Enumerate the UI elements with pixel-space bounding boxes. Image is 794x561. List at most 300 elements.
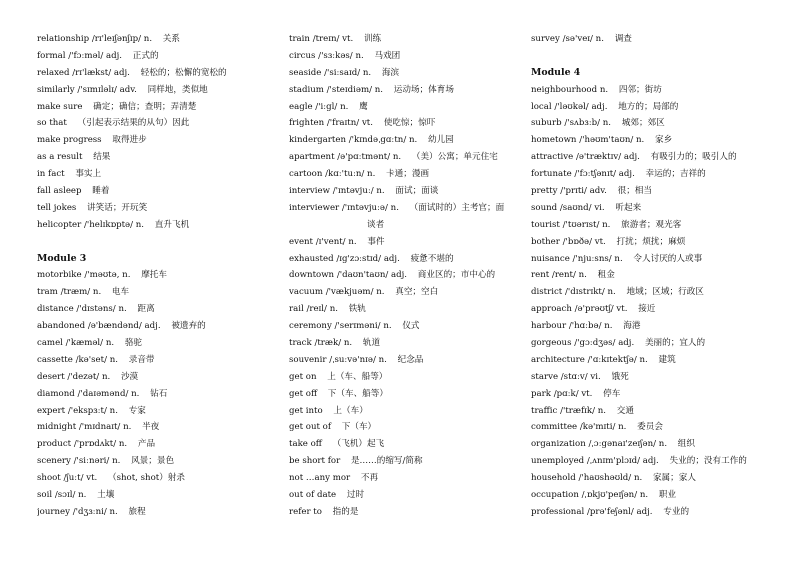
entry-phonetic: /ˌɒkjʊ'peɪʃən/ xyxy=(581,490,638,501)
entry-meaning: 卡通；漫画 xyxy=(386,169,430,180)
entry-part-of-speech: n. xyxy=(123,422,132,433)
entry-phonetic: /'njuːsns/ xyxy=(572,253,612,264)
entry-word: harbour xyxy=(531,321,567,332)
entry-part-of-speech: n. xyxy=(131,388,140,399)
entry-word: attractive xyxy=(531,152,574,163)
vocab-column-2 xyxy=(289,31,525,521)
entry-part-of-speech: adj. xyxy=(113,67,130,78)
entry-meaning: 不再 xyxy=(360,473,379,484)
vocab-entry xyxy=(289,504,525,521)
entry-phonetic: /ɪ'vent/ xyxy=(315,236,346,247)
entry-word: seaside xyxy=(289,67,322,78)
entry-part-of-speech: n. xyxy=(118,439,128,450)
entry-part-of-speech: n. xyxy=(376,186,385,197)
entry-word: vacuum xyxy=(289,287,324,298)
entry-meaning: 鹰 xyxy=(359,101,368,112)
entry-word: park xyxy=(531,388,551,399)
vocab-entry xyxy=(289,183,525,200)
vocab-entry xyxy=(289,386,525,403)
entry-phonetic: /kə'mɪti/ xyxy=(579,422,616,433)
entry-part-of-speech: n. xyxy=(602,219,611,230)
entry-word: refer to xyxy=(289,506,322,517)
vocab-entry xyxy=(37,115,277,132)
entry-part-of-speech: adj. xyxy=(391,270,408,281)
entry-meaning: 纪念品 xyxy=(397,354,424,365)
vocab-entry xyxy=(289,267,525,284)
vocab-entry xyxy=(37,335,277,352)
entry-word: be short for xyxy=(289,456,341,467)
entry-meaning: 使吃惊；惊吓 xyxy=(383,118,436,129)
entry-phonetic: /'mɪdnaɪt/ xyxy=(78,422,121,433)
entry-meaning: 沙漠 xyxy=(120,371,139,382)
entry-word: survey xyxy=(531,34,560,44)
entry-word: make sure xyxy=(37,101,83,112)
entry-phonetic: /'həʊm'taʊn/ xyxy=(579,135,634,146)
entry-word: approach xyxy=(531,304,572,315)
entry-word: fall asleep xyxy=(37,186,82,197)
entry-phonetic: /ə'prəʊtʃ/ xyxy=(574,304,614,315)
vocab-entry xyxy=(37,453,277,470)
module-heading: Module 3 xyxy=(37,252,87,264)
entry-phonetic: /træk/ xyxy=(314,338,342,349)
vocab-entry xyxy=(531,166,781,183)
entry-word: exhausted xyxy=(289,253,334,264)
entry-phonetic: /'helɪkɒptə/ xyxy=(84,219,134,230)
entry-part-of-speech: vt. xyxy=(616,304,628,315)
vocab-entry xyxy=(37,217,277,234)
entry-part-of-speech: n. xyxy=(109,354,118,365)
entry-word: nuisance xyxy=(531,253,570,264)
entry-word: apartment xyxy=(289,152,335,163)
entry-part-of-speech: adv. xyxy=(119,84,137,95)
vocab-column-1 xyxy=(37,31,277,521)
entry-phonetic: /ˌʌnɪm'plɔɪd/ xyxy=(586,456,641,467)
entry-meaning: 疲惫不堪的 xyxy=(410,253,454,264)
entry-phonetic: /'dɪstrɪkt/ xyxy=(564,287,605,298)
entry-phonetic: /rɪ'leɪʃənʃɪp/ xyxy=(91,34,142,44)
entry-meaning: 饿死 xyxy=(611,371,629,382)
entry-meaning: 有吸引力的；吸引人的 xyxy=(650,152,737,163)
entry-meaning: 同样地，类似地 xyxy=(147,84,208,95)
entry-continuation: 谈者 xyxy=(367,219,385,230)
entry-meaning: 面试；面谈 xyxy=(395,186,439,197)
entry-meaning: 正式的 xyxy=(132,50,159,61)
entry-phonetic: /ə'pɑːtmənt/ xyxy=(337,152,391,163)
entry-word: take off xyxy=(289,439,322,450)
entry-phonetic: /sɔɪl/ xyxy=(54,490,76,501)
entry-word: interviewer xyxy=(289,202,340,213)
vocab-entry xyxy=(531,504,781,521)
entry-meaning: 商业区的；市中心的 xyxy=(417,270,496,281)
entry-word: starve xyxy=(531,371,559,382)
entry-meaning: 距离 xyxy=(137,304,155,315)
entry-phonetic: /'prɒdʌkt/ xyxy=(73,439,117,450)
vocab-entry xyxy=(37,318,277,335)
entry-meaning: 铁轨 xyxy=(348,304,366,315)
entry-part-of-speech: n. xyxy=(614,253,623,264)
entry-part-of-speech: n. xyxy=(597,405,607,416)
entry-word: souvenir xyxy=(289,354,327,365)
entry-meaning: 地域；区域；行政区 xyxy=(626,287,704,298)
vocab-entry xyxy=(289,132,525,149)
entry-part-of-speech: n. xyxy=(633,473,643,484)
vocab-entry xyxy=(289,82,525,99)
entry-part-of-speech: vt. xyxy=(581,388,593,399)
entry-word: suburb xyxy=(531,118,562,129)
entry-phonetic: /'ɪntəvjuː/ xyxy=(332,186,374,197)
vocab-entry xyxy=(531,487,781,504)
vocab-entry xyxy=(531,132,781,149)
entry-word: tram xyxy=(37,287,58,298)
entry-word: get out of xyxy=(289,422,332,433)
entry-phonetic: /'dʒɜːni/ xyxy=(72,506,107,517)
entry-phonetic: /'serɪməni/ xyxy=(334,321,381,332)
vocab-entry xyxy=(289,31,525,48)
entry-meaning: 训练 xyxy=(363,34,382,44)
entry-meaning: 讲笑话；开玩笑 xyxy=(87,202,148,213)
entry-word: shoot xyxy=(37,473,61,484)
entry-part-of-speech: n. xyxy=(618,422,627,433)
vocab-entry xyxy=(531,82,781,99)
entry-meaning: （美）公寓；单元住宅 xyxy=(411,152,498,163)
entry-meaning: 接近 xyxy=(638,304,656,315)
entry-phonetic: /sə'veɪ/ xyxy=(562,34,593,44)
entry-word: get into xyxy=(289,405,323,416)
entry-meaning: 城郊；郊区 xyxy=(621,118,665,129)
entry-part-of-speech: n. xyxy=(595,34,604,44)
entry-phonetic: /rɪ'lækst/ xyxy=(72,67,112,78)
entry-word: interview xyxy=(289,186,330,197)
entry-meaning: 组织 xyxy=(677,439,695,450)
module-heading: Module 4 xyxy=(531,66,581,78)
entry-phonetic: /treɪn/ xyxy=(312,34,340,44)
entry-meaning: 电车 xyxy=(111,287,130,298)
vocab-entry xyxy=(37,284,277,301)
vocab-entry xyxy=(289,149,525,166)
entry-meaning: 职业 xyxy=(658,490,677,501)
vocab-entry xyxy=(37,369,277,386)
entry-part-of-speech: n. xyxy=(639,354,648,365)
entry-part-of-speech: n. xyxy=(383,321,392,332)
entry-phonetic: /'fɔːtʃənɪt/ xyxy=(574,169,617,180)
entry-part-of-speech: n. xyxy=(392,152,402,163)
entry-phonetic: /saʊnd/ xyxy=(559,202,592,213)
vocab-entry xyxy=(289,284,525,301)
entry-phonetic: /'tʊərɪst/ xyxy=(562,219,600,230)
entry-meaning: 令人讨厌的人或事 xyxy=(633,253,703,264)
entry-part-of-speech: adv. xyxy=(589,186,607,197)
entry-meaning: 建筑 xyxy=(658,354,676,365)
entry-meaning: （引起表示结果的从句）因此 xyxy=(77,118,190,129)
entry-word: ceremony xyxy=(289,321,332,332)
entry-meaning: 家乡 xyxy=(655,135,673,146)
entry-word: professional xyxy=(531,506,585,517)
entry-word: get off xyxy=(289,388,318,399)
entry-word: kindergarten xyxy=(289,135,346,146)
entry-part-of-speech: n. xyxy=(143,34,153,44)
entry-part-of-speech: n. xyxy=(101,371,111,382)
entry-word: abandoned xyxy=(37,321,86,332)
entry-phonetic: /'gɔːdʒəs/ xyxy=(574,338,616,349)
entry-part-of-speech: n. xyxy=(362,67,372,78)
vocab-entry xyxy=(289,403,525,420)
entry-part-of-speech: n. xyxy=(604,321,613,332)
vocab-entry xyxy=(289,166,525,183)
blank-line xyxy=(531,48,781,65)
entry-meaning: 家属；家人 xyxy=(652,473,696,484)
entry-part-of-speech: n. xyxy=(639,490,649,501)
entry-phonetic: /træm/ xyxy=(60,287,91,298)
vocab-entry xyxy=(531,115,781,132)
vocab-entry xyxy=(289,65,525,82)
vocab-entry xyxy=(531,386,781,403)
entry-part-of-speech: n. xyxy=(343,338,353,349)
entry-meaning: 交通 xyxy=(616,405,634,416)
entry-part-of-speech: n. xyxy=(92,287,102,298)
vocab-entry xyxy=(531,436,781,453)
entry-meaning: 睡着 xyxy=(92,186,110,197)
entry-part-of-speech: n. xyxy=(355,50,364,61)
entry-word: formal xyxy=(37,50,66,61)
entry-part-of-speech: n. xyxy=(122,270,131,281)
entry-word: in fact xyxy=(37,169,65,180)
vocab-entry xyxy=(37,352,277,369)
entry-part-of-speech: n. xyxy=(658,439,668,450)
entry-word: journey xyxy=(37,506,70,517)
entry-part-of-speech: n. xyxy=(329,304,338,315)
entry-part-of-speech: n. xyxy=(105,338,115,349)
vocab-entry xyxy=(37,436,277,453)
vocab-entry xyxy=(37,48,277,65)
entry-phonetic: /'vækjuəm/ xyxy=(325,287,374,298)
entry-part-of-speech: n. xyxy=(118,304,127,315)
entry-phonetic: /'ɑːkɪtektʃə/ xyxy=(587,354,637,365)
vocab-entry xyxy=(289,200,525,217)
entry-part-of-speech: n. xyxy=(390,202,399,213)
entry-phonetic: /'ekspɜːt/ xyxy=(67,405,107,416)
entry-word: diamond xyxy=(37,388,75,399)
entry-word: unemployed xyxy=(531,456,585,467)
vocab-entry xyxy=(531,369,781,386)
entry-phonetic: /'ɪntəvjuːə/ xyxy=(341,202,388,213)
entry-meaning: 旅程 xyxy=(128,506,146,517)
entry-phonetic: /'kɪndəˌgɑːtn/ xyxy=(348,135,407,146)
entry-word: make progress xyxy=(37,135,102,146)
entry-part-of-speech: n. xyxy=(135,219,145,230)
entry-part-of-speech: adj. xyxy=(618,338,635,349)
entry-word: motorbike xyxy=(37,270,82,281)
entry-word: rent xyxy=(531,270,550,281)
vocab-entry xyxy=(531,99,781,116)
entry-meaning: 真空；空白 xyxy=(395,287,439,298)
entry-word: expert xyxy=(37,405,66,416)
vocab-entry xyxy=(289,48,525,65)
vocab-entry xyxy=(37,99,277,116)
entry-phonetic: /'ləʊkəl/ xyxy=(554,101,589,112)
entry-meaning: 钻石 xyxy=(150,388,168,399)
entry-meaning: （shot, shot）射杀 xyxy=(108,473,185,484)
entry-meaning: 失业的；没有工作的 xyxy=(669,456,747,467)
entry-meaning: 专家 xyxy=(128,405,146,416)
entry-part-of-speech: n. xyxy=(109,506,118,517)
vocab-entry xyxy=(531,234,781,251)
entry-meaning: 专业的 xyxy=(663,506,690,517)
entry-part-of-speech: vt. xyxy=(361,118,373,129)
entry-word: track xyxy=(289,338,312,349)
vocab-entry xyxy=(37,403,277,420)
vocab-entry xyxy=(289,436,525,453)
entry-meaning: 事实上 xyxy=(75,169,102,180)
vocab-entry xyxy=(531,217,781,234)
entry-phonetic: /ˌɔːgənaɪ'zeɪʃən/ xyxy=(588,439,657,450)
entry-word: tell jokes xyxy=(37,202,77,213)
entry-word: district xyxy=(531,287,563,298)
vocab-entry xyxy=(531,251,781,268)
entry-word: train xyxy=(289,34,310,44)
entry-phonetic: /'sɜːkəs/ xyxy=(318,50,353,61)
entry-word: traffic xyxy=(531,405,558,416)
entry-part-of-speech: n. xyxy=(374,84,384,95)
vocab-entry xyxy=(531,200,781,217)
entry-meaning: 停车 xyxy=(603,388,621,399)
entry-phonetic: /'daʊn'taʊn/ xyxy=(336,270,389,281)
entry-word: get on xyxy=(289,371,317,382)
entry-part-of-speech: vi. xyxy=(590,371,601,382)
entry-meaning: 轻松的；松懈的宽松的 xyxy=(140,67,227,78)
entry-part-of-speech: n. xyxy=(602,118,612,129)
entry-word: frighten xyxy=(289,118,325,129)
entry-meaning: 事件 xyxy=(367,236,385,247)
blank-line xyxy=(37,234,277,251)
entry-word: organization xyxy=(531,439,586,450)
entry-phonetic: /'fɔːməl/ xyxy=(68,50,104,61)
vocab-entry xyxy=(289,234,525,251)
vocab-entry xyxy=(37,470,277,487)
entry-phonetic: /'haʊshəʊld/ xyxy=(578,473,632,484)
vocab-entry xyxy=(289,487,525,504)
entry-phonetic: /pɑːk/ xyxy=(553,388,579,399)
vocab-entry xyxy=(289,352,525,369)
entry-phonetic: /kɑː'tuːn/ xyxy=(325,169,365,180)
entry-word: household xyxy=(531,473,576,484)
vocab-entry xyxy=(37,166,277,183)
entry-meaning: 半夜 xyxy=(142,422,160,433)
entry-part-of-speech: vt. xyxy=(86,473,98,484)
entry-part-of-speech: adj. xyxy=(618,169,635,180)
entry-phonetic: /'bɒðə/ xyxy=(562,236,593,247)
entry-part-of-speech: adj. xyxy=(636,506,653,517)
vocab-entry xyxy=(37,183,277,200)
entry-word: neighbourhood xyxy=(531,84,598,95)
entry-meaning: 下（车） xyxy=(341,422,377,433)
vocab-entry xyxy=(531,403,781,420)
vocab-entry xyxy=(531,31,781,48)
vocab-entry xyxy=(531,352,781,369)
entry-phonetic: /'siːsaɪd/ xyxy=(324,67,361,78)
entry-meaning: 听起来 xyxy=(615,202,642,213)
entry-phonetic: /ˌsuːvə'nɪə/ xyxy=(329,354,376,365)
vocab-entry xyxy=(289,99,525,116)
entry-meaning: 幼儿园 xyxy=(427,135,454,146)
entry-word: soil xyxy=(37,490,53,501)
entry-meaning: 美丽的；宜人的 xyxy=(644,338,706,349)
vocab-entry xyxy=(531,301,781,318)
entry-part-of-speech: adj. xyxy=(383,253,400,264)
entry-word: sound xyxy=(531,202,558,213)
entry-phonetic: /'træfɪk/ xyxy=(560,405,596,416)
entry-phonetic: /kə'set/ xyxy=(75,354,107,365)
entry-meaning: 下（车、船等） xyxy=(327,388,388,399)
entry-meaning: 上（车、船等） xyxy=(327,371,388,382)
entry-meaning: 骆驼 xyxy=(124,338,143,349)
entry-word: committee xyxy=(531,422,578,433)
entry-part-of-speech: adj. xyxy=(623,152,640,163)
entry-part-of-speech: adj. xyxy=(591,101,608,112)
vocab-entry xyxy=(289,115,525,132)
entry-word: circus xyxy=(289,50,316,61)
entry-phonetic: /ɪg'zɔːstɪd/ xyxy=(336,253,382,264)
entry-phonetic: /'kæməl/ xyxy=(65,338,104,349)
entry-part-of-speech: n. xyxy=(348,236,357,247)
vocab-entry xyxy=(531,453,781,470)
entry-meaning: 运动场；体育场 xyxy=(393,84,454,95)
vocab-entry xyxy=(37,82,277,99)
vocab-entry xyxy=(289,335,525,352)
entry-meaning: 很；相当 xyxy=(617,186,652,197)
entry-word: downtown xyxy=(289,270,335,281)
entry-word: as a result xyxy=(37,152,83,163)
entry-meaning: 被遗弃的 xyxy=(171,321,206,332)
entry-part-of-speech: n. xyxy=(376,287,385,298)
entry-word: relationship xyxy=(37,34,90,44)
entry-word: occupation xyxy=(531,490,579,501)
entry-word: eagle xyxy=(289,101,313,112)
entry-part-of-speech: adj. xyxy=(642,456,659,467)
entry-word: event xyxy=(289,236,314,247)
entry-part-of-speech: n. xyxy=(578,270,587,281)
vocab-entry xyxy=(37,386,277,403)
entry-word: distance xyxy=(37,304,74,315)
entry-part-of-speech: n. xyxy=(408,135,418,146)
entry-word: gorgeous xyxy=(531,338,572,349)
entry-meaning: 海港 xyxy=(623,321,641,332)
entry-word: product xyxy=(37,439,72,450)
entry-part-of-speech: n. xyxy=(112,456,121,467)
entry-phonetic: /'sɪmɪləlɪ/ xyxy=(77,84,117,95)
vocab-entry xyxy=(531,419,781,436)
entry-meaning: 是……的缩写/简称 xyxy=(350,456,423,467)
vocab-entry xyxy=(37,31,277,48)
vocab-entry xyxy=(531,335,781,352)
entry-word: desert xyxy=(37,371,65,382)
entry-meaning: 风景；景色 xyxy=(131,456,175,467)
entry-word: similarly xyxy=(37,84,75,95)
entry-part-of-speech: vt. xyxy=(342,34,354,44)
entry-word: rail xyxy=(289,304,304,315)
vocab-entry xyxy=(531,267,781,284)
entry-word: relaxed xyxy=(37,67,70,78)
entry-part-of-speech: vt. xyxy=(594,236,606,247)
vocab-entry xyxy=(531,318,781,335)
entry-phonetic: /rent/ xyxy=(551,270,576,281)
entry-meaning: 马戏团 xyxy=(374,50,401,61)
entry-phonetic: /'dɪstəns/ xyxy=(76,304,116,315)
vocab-entry xyxy=(531,183,781,200)
entry-meaning: （飞机）起飞 xyxy=(332,439,385,450)
entry-part-of-speech: vi. xyxy=(594,202,605,213)
entry-meaning: 租金 xyxy=(597,270,615,281)
vocab-entry xyxy=(531,470,781,487)
